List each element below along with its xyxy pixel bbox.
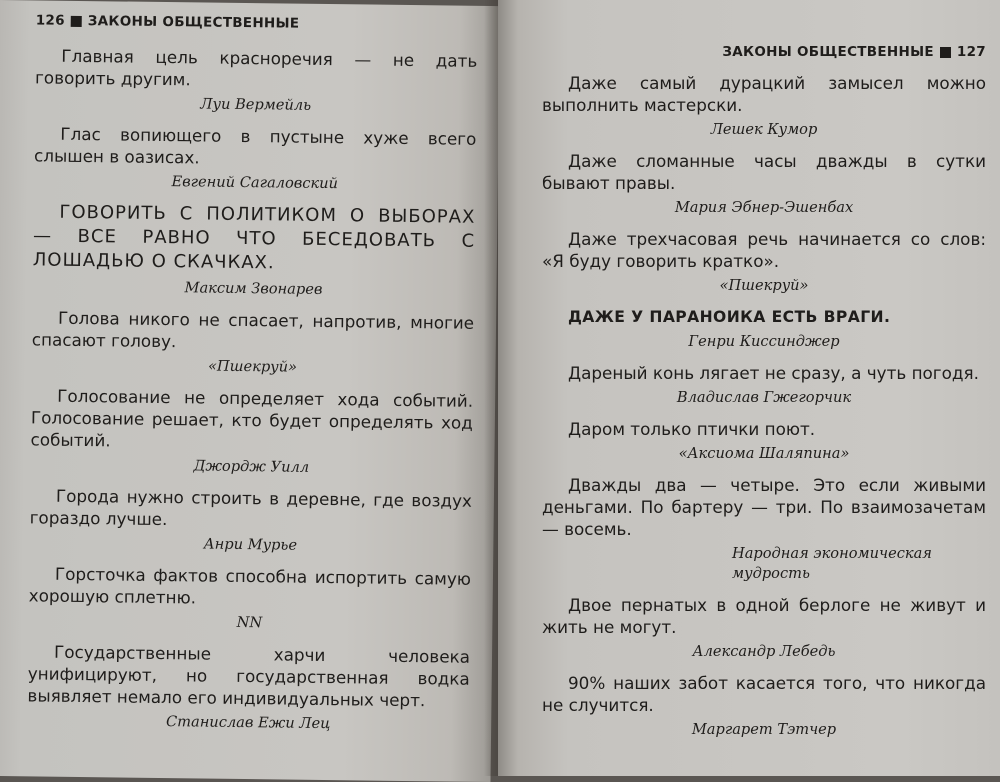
quote-entry — [29, 484, 472, 557]
quote-author: Народная экономическая мудрость — [732, 545, 932, 582]
left-entries — [27, 44, 477, 735]
quote-author: Джордж Уилл — [193, 457, 310, 476]
square-bullet-icon — [71, 15, 82, 26]
quote-entry — [542, 474, 986, 584]
quote-entry — [542, 150, 986, 218]
right-running-head — [542, 42, 986, 62]
quote-text: ДАЖЕ У ПАРАНОИКА ЕСТЬ ВРАГИ. — [568, 308, 891, 326]
quote-entry — [32, 200, 475, 301]
right-page — [498, 0, 1000, 776]
quote-author: Мария Эбнер-Эшенбах — [674, 199, 854, 216]
right-entries — [542, 72, 986, 740]
quote-author: Владислав Гжегорчик — [676, 389, 852, 406]
quote-author: «Пшекруй» — [719, 277, 809, 294]
quote-text: Даже самый дурацкий замысел можно выполнить мастерски. — [542, 73, 986, 115]
quote-entry — [542, 672, 986, 740]
quote-author: Анри Мурье — [203, 535, 298, 554]
quote-entry — [542, 418, 986, 464]
right-page-number: 127 — [956, 44, 986, 60]
quote-text: Дважды два — четыре. Это если живыми деньгами. По бартеру — три. По взаимозачетам — восемь. — [542, 475, 986, 539]
quote-author: Станислав Ежи Лец — [165, 713, 331, 733]
left-running-head-title: ЗАКОНЫ ОБЩЕСТВЕННЫЕ — [87, 13, 300, 32]
quote-text: 90% наших забот касается того, что никогда не случится. — [542, 673, 986, 715]
quote-author: Луи Вермейль — [200, 95, 312, 114]
square-bullet-icon — [940, 47, 951, 58]
quote-author: NN — [236, 613, 263, 632]
quote-text: Главная цель красноречия — не дать говорить другим. — [34, 45, 478, 90]
quote-entry — [542, 228, 986, 296]
quote-entry — [30, 384, 473, 479]
quote-entry — [27, 640, 470, 735]
quote-entry — [34, 122, 477, 195]
quote-text: Даже сломанные часы дважды в сутки бывают правы. — [542, 151, 986, 193]
quote-text: Даже трехчасовая речь начинается со слов: «Я буду говорить кратко». — [542, 229, 986, 271]
quote-text: Горсточка фактов способна испортить самую хорошую сплетню. — [28, 563, 472, 608]
quote-entry — [542, 594, 986, 662]
quote-entry — [542, 72, 986, 140]
quote-author: «Аксиома Шаляпина» — [678, 445, 850, 462]
quote-author: Евгений Сагаловский — [171, 173, 339, 193]
quote-text: Города нужно строить в деревне, где воздух гораздо лучше. — [29, 485, 473, 530]
quote-entry — [542, 362, 986, 408]
quote-text: Государственные харчи человека унифицируют, но государственная водка выявляет немало его индивидуальных черт. — [27, 641, 471, 711]
quote-author: Максим Звонарев — [184, 279, 323, 298]
quote-author: «Пшекруй» — [207, 357, 298, 376]
quote-text: Дареный конь лягает не сразу, а чуть погодя. — [568, 363, 979, 383]
quote-entry — [31, 306, 474, 379]
quote-entry — [28, 562, 471, 635]
left-running-head — [36, 10, 478, 35]
quote-text: Голова никого не спасает, напротив, многие спасают голову. — [31, 307, 475, 352]
quote-text: Даром только птички поют. — [568, 419, 816, 439]
quote-text: ГОВОРИТЬ С ПОЛИТИКОМ О ВЫБОРАХ — ВСЕ РАВНО ЧТО БЕСЕДОВАТЬ С ЛОШАДЬЮ О СКАЧКАХ. — [32, 201, 476, 274]
left-page-number: 126 — [35, 12, 65, 29]
right-running-head-title: ЗАКОНЫ ОБЩЕСТВЕННЫЕ — [722, 44, 934, 60]
quote-text: Глас вопиющего в пустыне хуже всего слышен в оазисах. — [33, 123, 477, 168]
quote-author: Лешек Кумор — [710, 121, 818, 138]
quote-entry — [35, 44, 478, 117]
quote-text: Двое пернатых в одной берлоге не живут и жить не могут. — [542, 595, 986, 637]
quote-author: Маргарет Тэтчер — [691, 721, 837, 738]
quote-author: Александр Лебедь — [692, 643, 836, 660]
quote-author: Генри Киссинджер — [688, 333, 840, 350]
quote-text: Голосование не определяет хода событий. Голосование решает, кто будет определять ход событий. — [30, 385, 474, 451]
quote-entry — [542, 306, 986, 352]
